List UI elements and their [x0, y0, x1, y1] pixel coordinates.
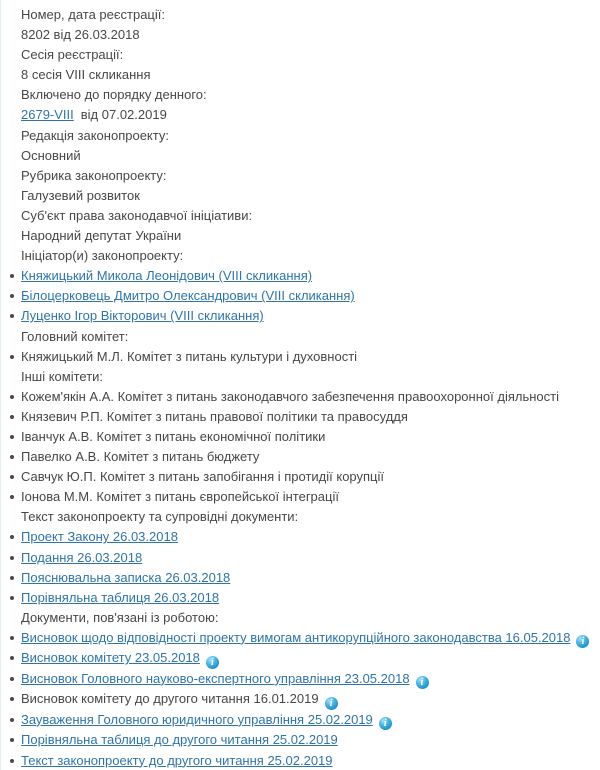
row-field-label [1, 206, 596, 226]
bullet-marker [10, 395, 14, 399]
row-field-label [1, 5, 596, 25]
row-field-value [1, 186, 596, 206]
info-icon[interactable]: i [379, 717, 392, 730]
field-label: Ініціатор(и) законопроекту: [21, 248, 184, 264]
bullet-marker [10, 718, 14, 722]
row-field-label [1, 367, 596, 387]
row-field-label [1, 166, 596, 186]
bullet-marker [10, 535, 14, 539]
bullet-marker [10, 355, 14, 359]
row-document-link [1, 648, 596, 669]
initiator-link[interactable]: Луценко Ігор Вікторович (VIII скликання) [21, 308, 264, 324]
row-field-label [1, 246, 596, 266]
info-icon[interactable]: i [576, 635, 589, 648]
document-item: Висновок комітету до другого читання 16.01.2019 [21, 691, 319, 707]
row-main-committee-item [1, 347, 596, 367]
row-document-link [1, 628, 596, 649]
row-initiator-link [1, 266, 596, 286]
bullet-marker [10, 596, 14, 600]
row-document-link [1, 527, 596, 547]
field-label: Текст законопроекту та супровідні документи: [21, 509, 299, 525]
field-label: Документи, пов'язані із роботою: [21, 609, 219, 625]
bullet-marker [10, 274, 14, 278]
field-label: Головний комітет: [21, 328, 129, 344]
field-value: 8202 від 26.03.2018 [21, 27, 140, 43]
document-link[interactable]: Порівняльна таблиця до другого читання 25.02.2019 [21, 732, 338, 748]
bullet-marker [10, 455, 14, 459]
bullet-marker [10, 656, 14, 660]
bullet-marker [10, 435, 14, 439]
bullet-marker [10, 475, 14, 479]
row-initiator-link [1, 286, 596, 306]
field-label: Рубрика законопроекту: [21, 167, 167, 183]
field-label: Номер, дата реєстрації: [21, 7, 165, 22]
document-link[interactable]: Висновок комітету 23.05.2018 [21, 650, 200, 666]
document-link[interactable]: Проект Закону 26.03.2018 [21, 529, 178, 545]
info-icon[interactable]: i [206, 656, 219, 669]
row-field-value [1, 146, 596, 166]
field-label: Суб'єкт права законодавчої ініціативи: [21, 207, 253, 223]
bullet-marker [10, 677, 14, 681]
row-document-link [1, 730, 596, 750]
row-committee-item [1, 427, 596, 447]
document-link[interactable]: Зауваження Головного юридичного управління 25.02.2019 [21, 711, 373, 727]
row-document-link [1, 548, 596, 568]
row-field-value [1, 25, 596, 45]
row-field-label [1, 85, 596, 105]
row-committee-item [1, 487, 596, 507]
row-committee-item [1, 407, 596, 427]
row-field-value [1, 65, 596, 85]
bullet-marker [10, 495, 14, 499]
row-field-label [1, 507, 596, 527]
bullet-marker [10, 314, 14, 318]
bullet-marker [10, 636, 14, 640]
row-initiator-link [1, 306, 596, 326]
document-link[interactable]: Текст законопроекту до другого читання 25.02.2019 [21, 752, 333, 768]
committee-item: Іванчук А.В. Комітет з питань економічної політики [21, 428, 326, 444]
row-field-label [1, 327, 596, 347]
bullet-marker [10, 697, 14, 701]
committee-item: Іонова М.М. Комітет з питань європейської інтеграції [21, 489, 339, 505]
bullet-marker [10, 759, 14, 763]
row-field-label [1, 45, 596, 65]
row-committee-item [1, 467, 596, 487]
field-value: від 07.02.2019 [80, 107, 167, 123]
bullet-marker [10, 556, 14, 560]
row-field-label [1, 608, 596, 628]
document-link[interactable]: Висновок щодо відповідності проекту вимогам антикорупційного законодавства 16.05.2018 [21, 629, 571, 645]
document-link[interactable]: Подання 26.03.2018 [21, 549, 143, 565]
field-value: 8 сесія VIII скликання [21, 67, 151, 83]
info-icon[interactable]: i [416, 676, 429, 689]
field-value: Основний [21, 147, 81, 163]
field-label: Редакція законопроекту: [21, 127, 169, 143]
field-value: Галузевий розвиток [21, 187, 140, 203]
field-label: Сесія реєстрації: [21, 47, 124, 63]
row-committee-item [1, 447, 596, 467]
bullet-marker [10, 294, 14, 298]
row-field-value [1, 226, 596, 246]
committee-item: Кожем'якін А.А. Комітет з питань законодавчого забезпечення правоохоронної діяльності [21, 388, 559, 404]
row-document-link [1, 751, 596, 770]
row-document-link [1, 568, 596, 588]
row-document-link [1, 710, 596, 731]
bullet-marker [10, 576, 14, 580]
committee-item: Князевич Р.П. Комітет з питань правової політики та правосуддя [21, 408, 408, 424]
document-link[interactable]: Пояснювальна записка 26.03.2018 [21, 569, 231, 585]
row-field-label [1, 126, 596, 146]
row-document-link [1, 588, 596, 608]
committee-item: Павелко А.В. Комітет з питань бюджету [21, 449, 260, 465]
bullet-marker [10, 738, 14, 742]
document-link[interactable]: Порівняльна таблиця 26.03.2018 [21, 589, 220, 605]
row-document-item [1, 689, 596, 710]
agenda-resolution-link[interactable]: 2679-VIII [21, 107, 74, 123]
main-committee-item: Княжицький М.Л. Комітет з питань культури і духовності [21, 348, 358, 364]
field-value: Народний депутат України [21, 228, 182, 244]
initiator-link[interactable]: Княжицький Микола Леонідович (VIII скликання) [21, 268, 313, 284]
document-link[interactable]: Висновок Головного науково-експертного управління 23.05.2018 [21, 670, 410, 686]
row-document-link [1, 669, 596, 690]
bill-details-list [1, 5, 596, 770]
field-label: Включено до порядку денного: [21, 87, 207, 103]
initiator-link[interactable]: Білоцерковець Дмитро Олександрович (VIII скликання) [21, 288, 355, 304]
info-icon[interactable]: i [325, 697, 338, 710]
bullet-marker [10, 415, 14, 419]
committee-item: Савчук Ю.П. Комітет з питань запобігання і протидії корупції [21, 469, 384, 485]
field-label: Інші комітети: [21, 368, 104, 384]
row-committee-item [1, 387, 596, 407]
row-agenda-resolution-link [1, 105, 596, 125]
